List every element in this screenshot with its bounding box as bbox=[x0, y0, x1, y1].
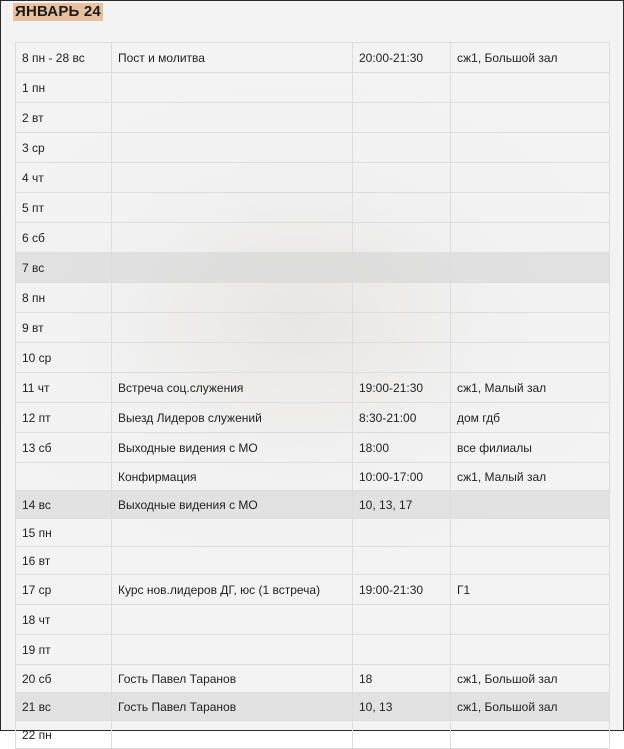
month-title: ЯНВАРЬ 24 bbox=[15, 3, 101, 20]
day-cell: 18 чт bbox=[16, 605, 112, 635]
time-cell bbox=[353, 547, 451, 575]
time-cell bbox=[353, 313, 451, 343]
time-cell bbox=[353, 223, 451, 253]
day-cell: 22 пн bbox=[16, 721, 112, 749]
table-row bbox=[16, 253, 610, 283]
time-cell bbox=[353, 103, 451, 133]
day-cell: 8 пн bbox=[16, 283, 112, 313]
table-row bbox=[16, 103, 610, 133]
table-row bbox=[16, 283, 610, 313]
day-cell: 5 пт bbox=[16, 193, 112, 223]
event-cell: Встреча соц.служения bbox=[112, 373, 353, 403]
day-cell: 21 вс bbox=[16, 693, 112, 721]
time-cell: 10:00-17:00 bbox=[353, 463, 451, 491]
place-cell bbox=[451, 73, 610, 103]
table-row bbox=[16, 43, 610, 73]
event-cell: Гость Павел Таранов bbox=[112, 693, 353, 721]
time-cell: 20:00-21:30 bbox=[353, 43, 451, 73]
event-cell bbox=[112, 163, 353, 193]
day-cell: 6 сб bbox=[16, 223, 112, 253]
day-cell: 1 пн bbox=[16, 73, 112, 103]
day-cell: 14 вс bbox=[16, 491, 112, 519]
day-cell: 7 вс bbox=[16, 253, 112, 283]
schedule-body bbox=[16, 43, 610, 749]
event-cell bbox=[112, 519, 353, 547]
place-cell bbox=[451, 253, 610, 283]
table-row bbox=[16, 133, 610, 163]
place-cell: сж1, Малый зал bbox=[451, 373, 610, 403]
event-cell bbox=[112, 133, 353, 163]
time-cell bbox=[353, 193, 451, 223]
place-cell: дом гдб bbox=[451, 403, 610, 433]
place-cell bbox=[451, 103, 610, 133]
day-cell bbox=[16, 463, 112, 491]
event-cell bbox=[112, 283, 353, 313]
table-row bbox=[16, 73, 610, 103]
time-cell bbox=[353, 343, 451, 373]
day-cell: 4 чт bbox=[16, 163, 112, 193]
time-cell: 10, 13, 17 bbox=[353, 491, 451, 519]
time-cell: 18 bbox=[353, 665, 451, 693]
time-cell: 10, 13 bbox=[353, 693, 451, 721]
day-cell: 19 пт bbox=[16, 635, 112, 665]
event-cell bbox=[112, 253, 353, 283]
time-cell: 19:00-21:30 bbox=[353, 373, 451, 403]
day-cell: 13 сб bbox=[16, 433, 112, 463]
place-cell bbox=[451, 223, 610, 253]
day-cell: 20 сб bbox=[16, 665, 112, 693]
table-row bbox=[16, 313, 610, 343]
event-cell bbox=[112, 721, 353, 749]
place-cell: сж1, Большой зал bbox=[451, 43, 610, 73]
time-cell bbox=[353, 721, 451, 749]
day-cell: 8 пн - 28 вс bbox=[16, 43, 112, 73]
table-row bbox=[16, 605, 610, 635]
place-cell bbox=[451, 547, 610, 575]
time-cell bbox=[353, 519, 451, 547]
event-cell: Выходные видения с МО bbox=[112, 433, 353, 463]
event-cell: Пост и молитва bbox=[112, 43, 353, 73]
time-cell bbox=[353, 283, 451, 313]
table-row bbox=[16, 519, 610, 547]
schedule-table bbox=[15, 42, 610, 749]
event-cell: Гость Павел Таранов bbox=[112, 665, 353, 693]
place-cell bbox=[451, 313, 610, 343]
event-cell bbox=[112, 73, 353, 103]
day-cell: 10 ср bbox=[16, 343, 112, 373]
place-cell bbox=[451, 283, 610, 313]
table-row bbox=[16, 491, 610, 519]
day-cell: 12 пт bbox=[16, 403, 112, 433]
day-cell: 17 ср bbox=[16, 575, 112, 605]
place-cell: сж1, Малый зал bbox=[451, 463, 610, 491]
table-row bbox=[16, 373, 610, 403]
place-cell: все филиалы bbox=[451, 433, 610, 463]
event-cell bbox=[112, 193, 353, 223]
place-cell: сж1, Большой зал bbox=[451, 693, 610, 721]
event-cell bbox=[112, 313, 353, 343]
day-cell: 9 вт bbox=[16, 313, 112, 343]
place-cell: Г1 bbox=[451, 575, 610, 605]
place-cell bbox=[451, 163, 610, 193]
time-cell bbox=[353, 73, 451, 103]
table-row bbox=[16, 693, 610, 721]
time-cell: 18:00 bbox=[353, 433, 451, 463]
event-cell bbox=[112, 103, 353, 133]
table-row bbox=[16, 433, 610, 463]
event-cell: Выезд Лидеров служений bbox=[112, 403, 353, 433]
place-cell bbox=[451, 605, 610, 635]
day-cell: 16 вт bbox=[16, 547, 112, 575]
place-cell bbox=[451, 133, 610, 163]
event-cell bbox=[112, 343, 353, 373]
event-cell bbox=[112, 635, 353, 665]
time-cell: 19:00-21:30 bbox=[353, 575, 451, 605]
day-cell: 2 вт bbox=[16, 103, 112, 133]
table-row bbox=[16, 223, 610, 253]
day-cell: 15 пн bbox=[16, 519, 112, 547]
time-cell: 8:30-21:00 bbox=[353, 403, 451, 433]
day-cell: 11 чт bbox=[16, 373, 112, 403]
table-row bbox=[16, 575, 610, 605]
place-cell bbox=[451, 343, 610, 373]
table-row bbox=[16, 463, 610, 491]
event-cell bbox=[112, 223, 353, 253]
table-row bbox=[16, 343, 610, 373]
table-row bbox=[16, 721, 610, 749]
event-cell: Выходные видения с МО bbox=[112, 491, 353, 519]
time-cell bbox=[353, 163, 451, 193]
table-row bbox=[16, 193, 610, 223]
place-cell bbox=[451, 721, 610, 749]
day-cell: 3 ср bbox=[16, 133, 112, 163]
event-cell: Курс нов.лидеров ДГ, юс (1 встреча) bbox=[112, 575, 353, 605]
table-row bbox=[16, 635, 610, 665]
time-cell bbox=[353, 635, 451, 665]
event-cell: Конфирмация bbox=[112, 463, 353, 491]
place-cell bbox=[451, 519, 610, 547]
place-cell bbox=[451, 193, 610, 223]
table-row bbox=[16, 665, 610, 693]
time-cell bbox=[353, 605, 451, 635]
table-row bbox=[16, 403, 610, 433]
place-cell: сж1, Большой зал bbox=[451, 665, 610, 693]
time-cell bbox=[353, 253, 451, 283]
table-row bbox=[16, 163, 610, 193]
time-cell bbox=[353, 133, 451, 163]
place-cell bbox=[451, 635, 610, 665]
table-row bbox=[16, 547, 610, 575]
event-cell bbox=[112, 605, 353, 635]
event-cell bbox=[112, 547, 353, 575]
place-cell bbox=[451, 491, 610, 519]
